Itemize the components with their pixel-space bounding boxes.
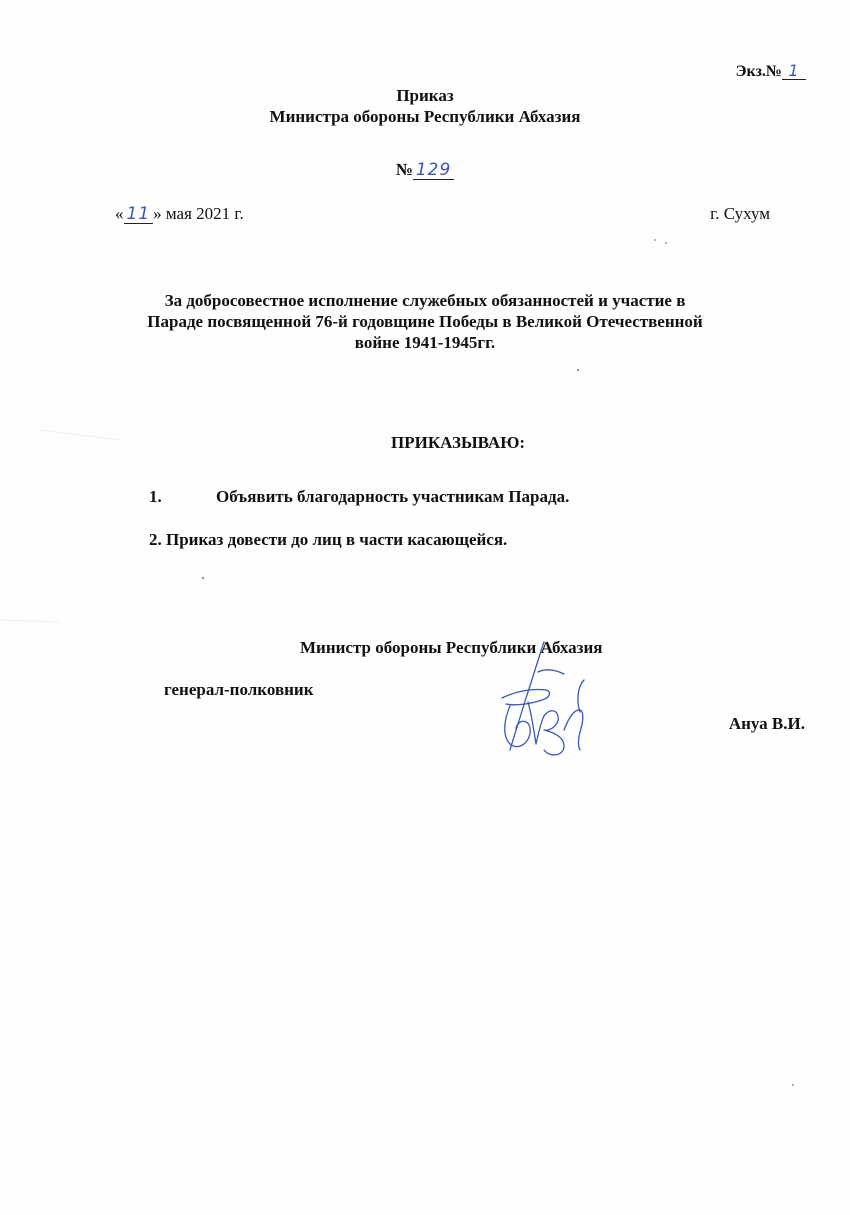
date-day: 11 [124, 206, 154, 224]
order-city: г. Сухум [710, 204, 770, 223]
order-number-value: 129 [413, 162, 454, 180]
date-rest: » мая 2021 г. [153, 204, 244, 223]
item-1-text: Объявить благодарность участникам Парада. [216, 487, 570, 506]
subject-line: За добросовестное исполнение служебных обязанностей и участие в [164, 291, 686, 310]
order-number-prefix: № [395, 160, 413, 179]
item-1-number: 1. [149, 487, 162, 506]
signatory-position: Министр обороны Республики Абхазия [300, 638, 603, 657]
date-open-quote: « [115, 204, 124, 223]
copy-number-prefix: Экз.№ [735, 63, 782, 80]
item-2-text: 2. Приказ довести до лиц в части касающейся. [149, 530, 508, 549]
signatory-rank: генерал-полковник [164, 680, 314, 699]
copy-number-value: 1 [782, 63, 806, 80]
subject-line: Параде посвященной 76-й годовщине Победы в Великой Отечественной [147, 312, 703, 331]
document-subtitle: Министра обороны Республики Абхазия [269, 107, 581, 126]
subject-line: войне 1941-1945гг. [354, 333, 496, 352]
order-word: ПРИКАЗЫВАЮ: [390, 433, 526, 452]
signatory-name: Ануа В.И. [728, 714, 805, 733]
document-title: Приказ [396, 86, 454, 105]
